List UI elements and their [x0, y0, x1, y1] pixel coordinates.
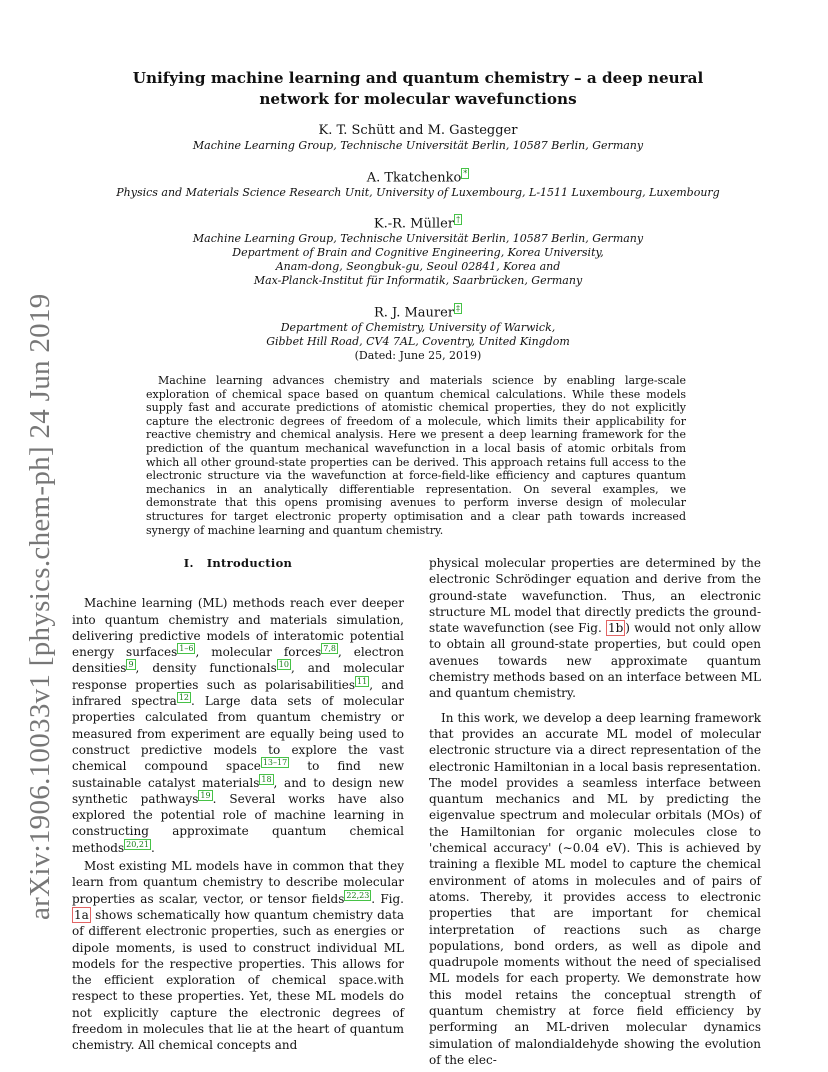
citation-link[interactable]: 10 [278, 660, 289, 670]
paragraph: In this work, we develop a deep learning framework that provides an accurate ML model of molecular electronic structure via a direct representation of the electronic Hamiltonian in a local basis representation. The model provides a seamless interface between quantum mechanics and ML by predicting the eigenvalue spectrum and molecular orbitals (MOs) of the Hamiltonian for organic molecules close to 'chemical accuracy' (∼0.04 eV). This is achieved by training a flexible ML model to capture the chemical environment of atoms in molecules and of pairs of atoms. Thereby, it provides access to electronic properties that are important for chemical interpretation of reactions such as charge populations, bond orders, as well as dipole and quadrupole moments without the need of specialised ML models for each property. We demonstrate how this model retains the conceptual strength of quantum chemistry at force field efficiency by performing an ML-driven molecular dynamics simulation of malondialdehyde showing the evolution of the elec- [429, 710, 761, 1067]
author-name: A. Tkatchenko [366, 170, 462, 186]
affiliation-line: Physics and Materials Science Research Unit, University of Luxembourg, L-1511 Luxembourg, Luxembourg [116, 186, 720, 200]
citation-link[interactable]: 12 [178, 693, 190, 703]
footnote-mark[interactable]: ‡ [456, 304, 461, 313]
citation-link[interactable]: 13–17 [262, 758, 288, 768]
author-name: R. J. Maurer [373, 305, 455, 321]
paragraph: physical molecular properties are determined by the electronic Schrödinger equation and derive from the ground-state wavefunction. Thus, an electronic structure ML model that directly predicts the ground-state wavefunction (see Fig. 1b ) would not only allow to obtain all ground-state properties, but could open avenues towards new approximate quantum chemistry methods based on an interface between ML and quantum chemistry. [429, 556, 761, 701]
citation-link[interactable]: 9 [128, 660, 134, 670]
citation-link[interactable]: 1–6 [179, 644, 194, 654]
author-block-2 [110, 170, 726, 200]
affiliation-line: Gibbet Hill Road, CV4 7AL, Coventry, United Kingdom [266, 335, 570, 349]
left-column [72, 555, 404, 1054]
figure-reference-link[interactable]: 1a [74, 907, 89, 922]
author-block-3 [110, 216, 726, 288]
dated-line: (Dated: June 25, 2019) [354, 349, 482, 363]
paper-title: Unifying machine learning and quantum chemistry – a deep neural network for molecular wavefunctions [132, 69, 704, 108]
affiliation-line: Department of Brain and Cognitive Engineering, Korea University, [232, 246, 604, 260]
author-block-4 [110, 305, 726, 363]
affiliation-line: Anam-dong, Seongbuk-gu, Seoul 02841, Korea and [275, 260, 561, 274]
figure-reference-link[interactable]: 1b [607, 621, 624, 636]
affiliation-line: Machine Learning Group, Technische Universität Berlin, 10587 Berlin, Germany [192, 232, 644, 246]
paragraph: Most existing ML models have in common that they learn from quantum chemistry to describe molecular properties as scalar, vector, or tensor fields $^{22,23}$ . Fig. 1a shows schematically how quantum chemistry data of different electronic properties, such as energies or dipole moments, is used to construct individual ML models for the respective properties. This allows for the efficient exploration of chemical space.with respect to these properties. Yet, these ML models do not explicitly capture the electronic degrees of freedom in molecules that lie at the heart of quantum chemistry. All chemical concepts and [72, 859, 404, 1053]
author-name: K.-R. Müller [373, 216, 455, 232]
abstract: Machine learning advances chemistry and materials science by enabling large-scale exploration of chemical space based on quantum chemical calculations. While these models supply fast and accurate predictions of atomistic chemical properties, they do not explicitly capture the electronic degrees of freedom of a molecule, which limits their applicability for reactive chemistry and chemical analysis. Here we present a deep learning framework for the prediction of the quantum mechanical wavefunction in a local basis of atomic orbitals from which all other ground-state properties can be derived. This approach retains full access to the electronic structure via the wavefunction at force-field-like efficiency and captures quantum mechanics in an analytically differentiable representation. On several examples, we demonstrate that this opens promising avenues to perform inverse design of molecular structures for target electronic property optimisation and a clear path towards increased synergy of machine learning and quantum chemistry. [146, 374, 686, 537]
arxiv-identifier: arXiv:1906.10033v1 [physics.chem-ph] 24 Jun 2019 [23, 293, 56, 920]
author-block-1 [110, 123, 726, 153]
affiliation-line: Machine Learning Group, Technische Universität Berlin, 10587 Berlin, Germany [192, 139, 644, 152]
affiliation-line: Department of Chemistry, University of Warwick, [280, 321, 556, 335]
citation-link[interactable]: 20,21 [126, 839, 150, 849]
author-name: K. T. Schütt and M. Gastegger [318, 123, 518, 138]
footnote-mark[interactable]: † [456, 215, 461, 224]
section-title: Introduction [206, 556, 293, 570]
footnote-mark[interactable]: * [463, 169, 468, 178]
section-number: I. [183, 556, 194, 570]
paragraph: Machine learning (ML) methods reach ever deeper into quantum chemistry and materials simulation, delivering predictive models of interatomic potential energy surfaces $^{1-6}$ , molecular forces $^{7,8}$ , electron densities $^9$ , density functionals $^{10}$ , and molecular response properties such as polarisabilities $^{11}$ , and infrared spectra $^{12}$ . Large data sets of molecular properties calculated from quantum chemistry or measured from experiment are equally being used to construct predictive models to explore the vast chemical compound space $^{13-17}$ to find new sustainable catalyst materials $^{18}$ , and to design new synthetic pathways $^{19}$ . Several works have also explored the potential role of machine learning in constructing approximate quantum chemical methods $^{20,21}$ . [72, 596, 405, 855]
citation-link[interactable]: 11 [357, 676, 368, 686]
citation-link[interactable]: 22,23 [346, 890, 370, 900]
citation-link[interactable]: 7,8 [323, 644, 336, 654]
right-column [429, 555, 761, 1068]
affiliation-line: Max-Planck-Institut für Informatik, Saarbrücken, Germany [253, 274, 583, 288]
citation-link[interactable]: 19 [200, 790, 211, 800]
citation-link[interactable]: 18 [261, 774, 272, 784]
section-heading [72, 555, 404, 571]
